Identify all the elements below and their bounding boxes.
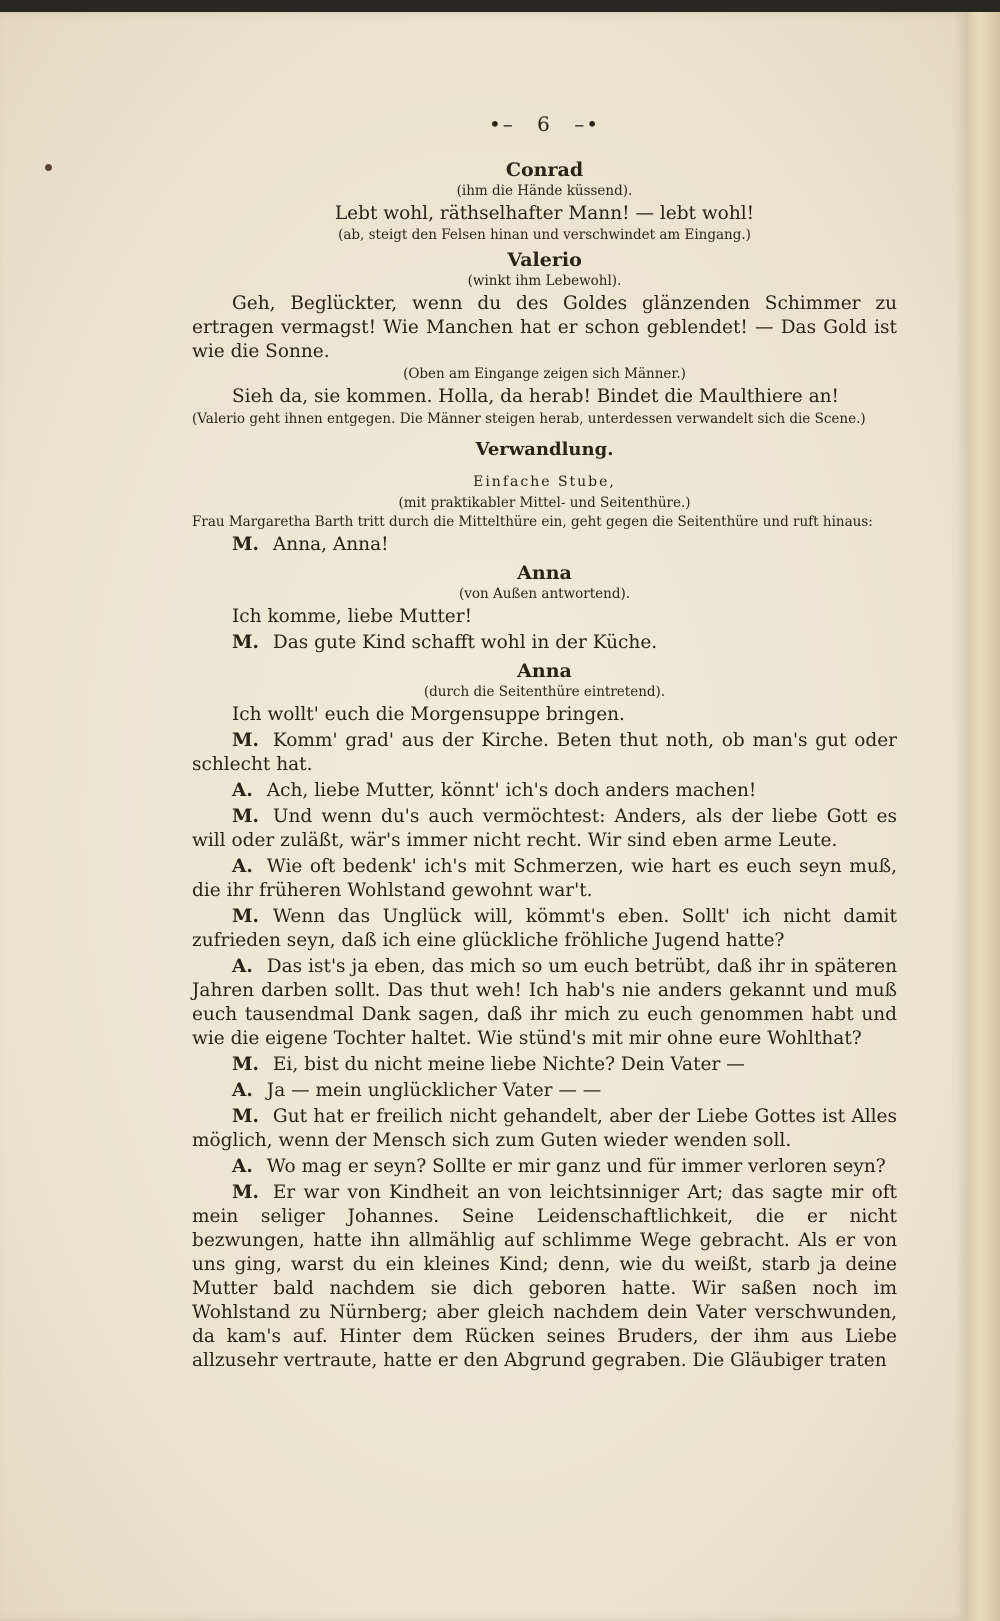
page-number-header [192, 112, 897, 136]
scene-heading [192, 438, 897, 462]
dialogue-line [192, 855, 897, 903]
line-text: Ich komme, liebe Mutter! [232, 606, 473, 627]
dialogue-line [192, 905, 897, 953]
stage-direction [192, 495, 897, 512]
speaker-name [192, 561, 897, 585]
speaker-abbrev: M. [232, 1106, 259, 1127]
stage-direction [192, 411, 897, 428]
speaker-name [192, 158, 897, 182]
line-text: Frau Margaretha Barth tritt durch die Mittelthüre ein, geht gegen die Seitenthüre und ruft hinaus: [192, 514, 873, 530]
dialogue-line [192, 1155, 897, 1179]
speaker-abbrev: M. [232, 906, 259, 927]
line-text: Anna [517, 562, 572, 584]
dialogue-line [192, 1079, 897, 1103]
dialogue-line [192, 729, 897, 777]
line-text: Anna, Anna! [272, 534, 389, 555]
line-text: Ach, liebe Mutter, könnt' ich's doch anders machen! [266, 780, 757, 801]
line-text: Sieh da, sie kommen. Holla, da herab! Bindet die Maulthiere an! [232, 386, 839, 407]
dialogue-line [192, 1053, 897, 1077]
speaker-abbrev: A. [232, 1080, 253, 1101]
line-text: Er war von Kindheit an von leichtsinniger Art; das sagte mir oft mein seliger Johannes. Seine Leidenschaftlichkeit, die er nicht bezwungen, hatte ihn allmählig auf schlimme Wege gebracht. Als er von uns ging, warst du ein kleines Kind; denn, wie du weißt, starb ja deine Mutter bald nachdem sie dich geboren hatte. Wir saßen noch im Wohlstand zu Nürnberg; aber gleich nachdem dein Vater verschwunden, da kam's auf. Hinter dem Rücken seines Bruders, der ihm aus Liebe allzusehr vertraute, hatte er den Abgrund gegraben. Die Gläubiger traten [192, 1182, 897, 1371]
line-text: (Oben am Eingange zeigen sich Männer.) [403, 366, 686, 382]
line-text: Anna [517, 660, 572, 682]
ornament-right: –• [574, 112, 601, 136]
dialogue-line [192, 292, 897, 364]
speaker-abbrev: A. [232, 956, 253, 977]
speaker-name [192, 248, 897, 272]
line-text: Komm' grad' aus der Kirche. Beten thut noth, ob man's gut oder schlecht hat. [192, 730, 897, 775]
dialogue-line [192, 779, 897, 803]
line-text: Lebt wohl, räthselhafter Mann! — lebt wohl! [334, 203, 755, 224]
speaker-abbrev: A. [232, 780, 253, 801]
line-text: (ihm die Hände küssend). [456, 183, 633, 199]
dialogue-line [192, 1105, 897, 1153]
dialogue-line [192, 533, 897, 557]
dialogue-line [192, 631, 897, 655]
line-text: Wenn das Unglück will, kömmt's eben. Sollt' ich nicht damit zufrieden seyn, daß ich eine glückliche fröhliche Jugend hatte? [192, 906, 897, 951]
line-text: Ei, bist du nicht meine liebe Nichte? Dein Vater — [272, 1054, 745, 1075]
stage-direction [192, 183, 897, 200]
line-text: Gut hat er freilich nicht gehandelt, aber der Liebe Gottes ist Alles möglich, wenn der Mensch sich zum Guten wieder wenden soll. [192, 1106, 897, 1151]
line-text: Einfache Stube, [473, 474, 616, 490]
line-text: (Valerio geht ihnen entgegen. Die Männer steigen herab, unterdessen verwandelt sich die Scene.) [192, 411, 866, 427]
speaker-abbrev: M. [232, 534, 259, 555]
line-text: Valerio [507, 249, 582, 271]
line-text: Und wenn du's auch vermöchtest: Anders, als der liebe Gott es will oder zuläßt, wär's immer nicht recht. Wir sind eben arme Leute. [192, 806, 897, 851]
page-edge [968, 12, 1000, 1621]
text-body [192, 158, 897, 1373]
speaker-abbrev: M. [232, 1054, 259, 1075]
speaker-abbrev: M. [232, 1182, 259, 1203]
dialogue-line [192, 1181, 897, 1373]
speaker-name [192, 659, 897, 683]
line-text: Conrad [505, 159, 584, 181]
speaker-abbrev: A. [232, 1156, 253, 1177]
stage-direction [192, 366, 897, 383]
page-content [192, 112, 897, 1375]
speaker-abbrev: M. [232, 730, 259, 751]
line-text: (mit praktikabler Mittel- und Seitenthüre.) [398, 495, 691, 511]
line-text: Geh, Beglückter, wenn du des Goldes glänzenden Schimmer zu ertragen vermagst! Wie Manchen hat er schon geblendet! — Das Gold ist wie die Sonne. [192, 293, 897, 362]
line-text: Ja — mein unglücklicher Vater — — [266, 1080, 602, 1101]
line-text: Wo mag er seyn? Sollte er mir ganz und für immer verloren seyn? [266, 1156, 886, 1177]
dialogue-line [192, 202, 897, 226]
dialogue-line [192, 805, 897, 853]
stage-direction [192, 586, 897, 603]
line-text: (winkt ihm Lebewohl). [467, 273, 622, 289]
line-text: (durch die Seitenthüre eintretend). [423, 684, 666, 700]
line-text: Ich wollt' euch die Morgensuppe bringen. [232, 704, 625, 725]
dialogue-line [192, 605, 897, 629]
dialogue-line [192, 385, 897, 409]
ink-spot [45, 164, 52, 171]
speaker-abbrev: A. [232, 856, 253, 877]
page-number: 6 [537, 112, 552, 136]
dialogue-line [192, 703, 897, 727]
stage-direction [192, 227, 897, 244]
ornament-left: •– [488, 112, 515, 136]
scene-description [192, 470, 897, 494]
speaker-abbrev: M. [232, 632, 259, 653]
line-text: (ab, steigt den Felsen hinan und verschwindet am Eingang.) [338, 227, 751, 243]
stage-direction [192, 514, 897, 531]
stage-direction [192, 273, 897, 290]
dialogue-line [192, 955, 897, 1051]
line-text: Wie oft bedenk' ich's mit Schmerzen, wie hart es euch seyn muß, die ihr früheren Wohlstand gewohnt war't. [192, 856, 897, 901]
speaker-abbrev: M. [232, 806, 259, 827]
line-text: Das ist's ja eben, das mich so um euch betrübt, daß ihr in späteren Jahren darben sollt. Das thut weh! Ich hab's nie anders gekannt und muß euch tausendmal Dank sagen, daß ihr mich zu euch genommen habt und wie die eigene Tochter haltet. Wie stünd's mit mir ohne eure Wohlthat? [192, 956, 897, 1049]
line-text: Das gute Kind schafft wohl in der Küche. [272, 632, 658, 653]
stage-direction [192, 684, 897, 701]
line-text: Verwandlung. [475, 439, 614, 460]
line-text: (von Außen antwortend). [458, 586, 631, 602]
